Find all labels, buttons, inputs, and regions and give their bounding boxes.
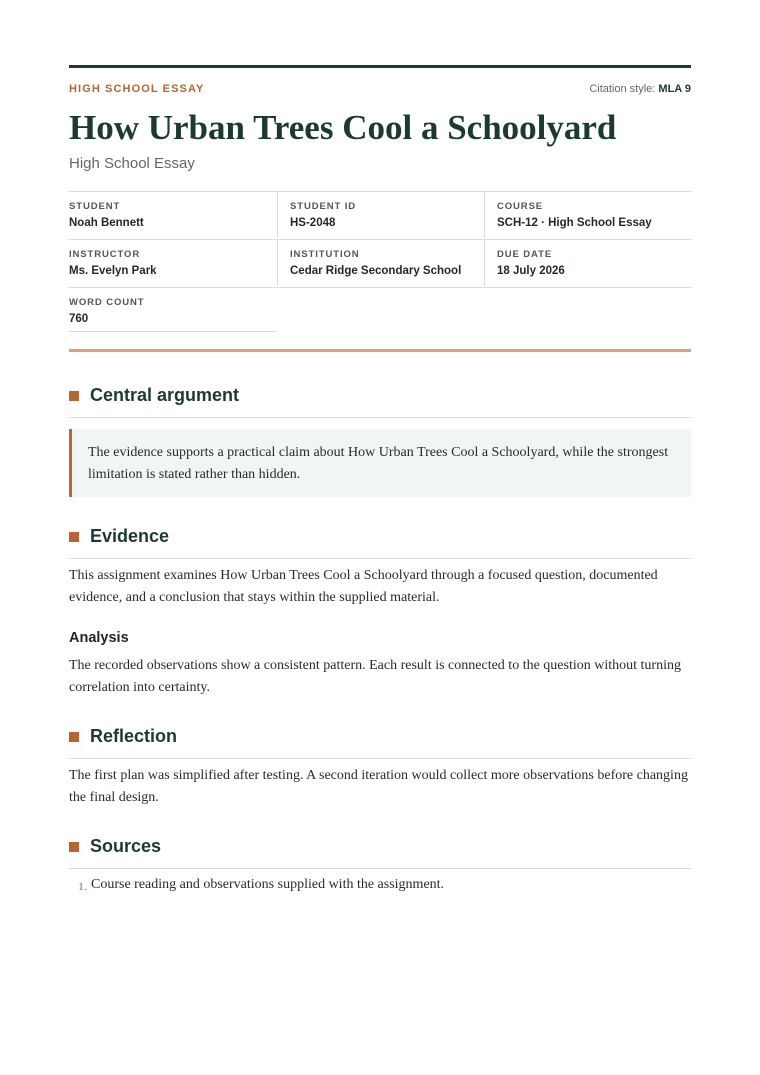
meta-student-id	[277, 192, 485, 238]
meta-value: 18 July 2026	[497, 265, 565, 277]
section-marker-icon	[69, 532, 79, 542]
section-heading-text: Evidence	[90, 526, 170, 546]
section-marker-icon	[69, 842, 79, 852]
meta-value: Cedar Ridge Secondary School	[290, 265, 462, 277]
metadata-row	[69, 239, 691, 287]
analysis-subheading: Analysis	[69, 630, 129, 646]
metadata-row	[69, 287, 691, 335]
section-heading-text: Central argument	[90, 385, 240, 405]
meta-value: SCH-12 · High School Essay	[497, 217, 652, 229]
meta-value: HS-2048	[290, 217, 336, 229]
evidence-paragraph: This assignment examines How Urban Trees Cool a Schoolyard through a focused question, documented evidence, and a conclusion that stays within the supplied material.	[69, 568, 658, 605]
top-rule	[69, 65, 691, 68]
accent-rule	[69, 349, 691, 352]
meta-value: Noah Bennett	[69, 217, 144, 229]
section-heading-reflection	[69, 726, 691, 759]
page-subtitle: High School Essay	[69, 155, 195, 172]
header-label-row	[69, 83, 691, 97]
citation-style-label: Citation style:	[589, 83, 656, 95]
metadata-table	[69, 191, 691, 335]
section-marker-icon	[69, 732, 79, 742]
section-heading-evidence	[69, 526, 691, 559]
meta-student	[69, 192, 277, 238]
meta-label: COURSE	[497, 201, 544, 212]
analysis-paragraph: The recorded observations show a consistent pattern. Each result is connected to the question without turning correlation into certainty.	[69, 658, 681, 695]
metadata-row	[69, 191, 691, 239]
source-number: 1.	[78, 879, 87, 893]
page-title: How Urban Trees Cool a Schoolyard	[69, 108, 617, 147]
section-heading-sources	[69, 836, 691, 869]
meta-due-date	[484, 240, 692, 286]
section-marker-icon	[69, 391, 79, 401]
meta-value: Ms. Evelyn Park	[69, 265, 157, 277]
meta-label: WORD COUNT	[69, 297, 145, 308]
section-heading-text: Sources	[90, 836, 162, 856]
argument-callout	[69, 429, 691, 497]
meta-instructor	[69, 240, 277, 286]
section-heading-text: Reflection	[90, 726, 178, 746]
meta-course	[484, 192, 692, 238]
word-count-divider	[69, 331, 277, 332]
reflection-paragraph: The first plan was simplified after testing. A second iteration would collect more observations before changing the final design.	[69, 768, 688, 805]
citation-style	[589, 83, 691, 95]
essay-type-label: HIGH SCHOOL ESSAY	[69, 83, 205, 95]
citation-style-value: MLA 9	[658, 83, 691, 95]
meta-label: INSTRUCTOR	[69, 249, 141, 260]
meta-value: 760	[69, 313, 89, 325]
source-text: Course reading and observations supplied with the assignment.	[91, 877, 445, 892]
list-item	[69, 876, 691, 898]
meta-label: INSTITUTION	[290, 249, 360, 260]
meta-word-count	[69, 288, 277, 334]
meta-label: STUDENT	[69, 201, 121, 212]
meta-institution	[277, 240, 485, 286]
sources-list	[69, 876, 691, 898]
section-heading-argument	[69, 385, 691, 418]
meta-label: DUE DATE	[497, 249, 553, 260]
meta-label: STUDENT ID	[290, 201, 356, 212]
argument-text: The evidence supports a practical claim about How Urban Trees Cool a Schoolyard, while the strongest limitation is stated rather than hidden.	[88, 445, 669, 482]
